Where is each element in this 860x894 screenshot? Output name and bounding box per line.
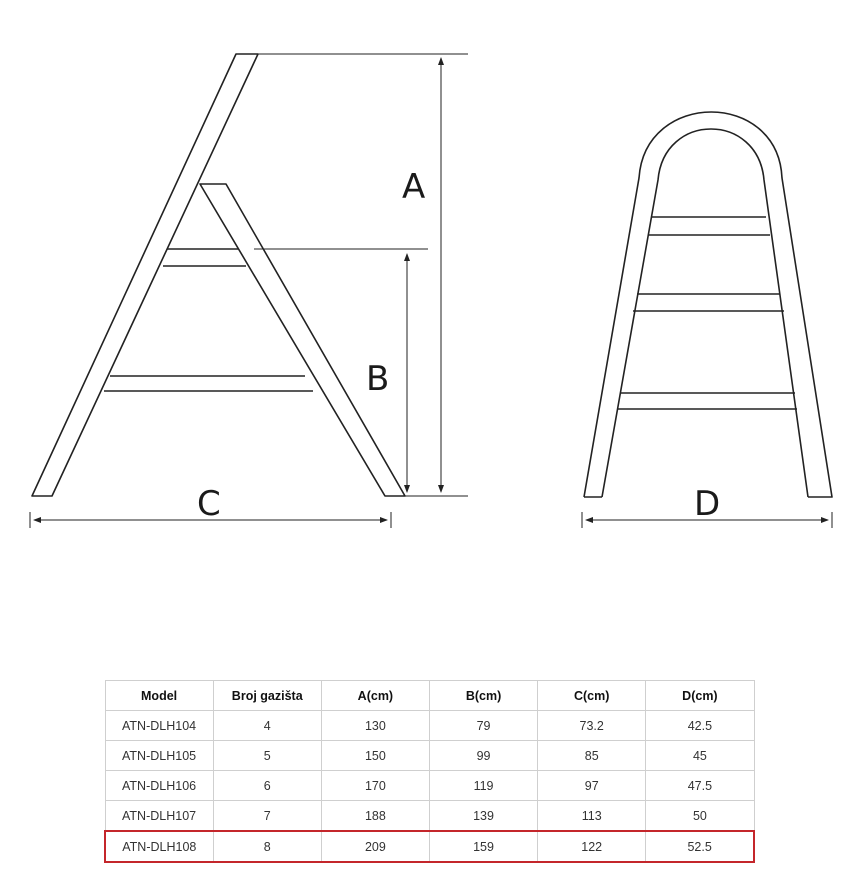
cell-d: 52.5: [646, 831, 754, 862]
cell-model: ATN-DLH104: [105, 711, 213, 741]
cell-steps: 6: [213, 771, 321, 801]
cell-steps: 8: [213, 831, 321, 862]
cell-c: 97: [538, 771, 646, 801]
header-step-count: Broj gazišta: [213, 681, 321, 711]
cell-d: 47.5: [646, 771, 754, 801]
front-frame-inner: [602, 129, 808, 497]
cell-steps: 5: [213, 741, 321, 771]
label-c: C: [197, 484, 221, 524]
cell-a: 130: [321, 711, 429, 741]
cell-steps: 7: [213, 801, 321, 832]
cell-b: 119: [429, 771, 537, 801]
cell-d: 50: [646, 801, 754, 832]
table-row: [105, 711, 754, 741]
cell-b: 79: [429, 711, 537, 741]
cell-model: ATN-DLH106: [105, 771, 213, 801]
front-step-1: [648, 217, 770, 235]
cell-d: 45: [646, 741, 754, 771]
front-view-ladder: [584, 112, 832, 497]
cell-steps: 4: [213, 711, 321, 741]
cell-a: 188: [321, 801, 429, 832]
header-d: D(cm): [646, 681, 754, 711]
header-c: C(cm): [538, 681, 646, 711]
cell-c: 122: [538, 831, 646, 862]
cell-a: 170: [321, 771, 429, 801]
table-row: [105, 741, 754, 771]
rear-leg: [200, 184, 405, 496]
table-header-row: [105, 681, 754, 711]
cell-c: 85: [538, 741, 646, 771]
front-frame-outer: [584, 112, 832, 497]
header-model: Model: [105, 681, 213, 711]
cell-a: 209: [321, 831, 429, 862]
cell-c: 113: [538, 801, 646, 832]
table-row: [105, 801, 754, 832]
side-step-upper: [163, 249, 246, 266]
front-leg: [32, 54, 258, 496]
side-dimension-lines: [30, 54, 468, 528]
side-step-lower: [104, 376, 313, 391]
cell-b: 139: [429, 801, 537, 832]
label-a: A: [402, 167, 426, 207]
cell-model: ATN-DLH108: [105, 831, 213, 862]
front-step-2: [633, 294, 784, 311]
cell-d: 42.5: [646, 711, 754, 741]
cell-b: 99: [429, 741, 537, 771]
cell-model: ATN-DLH105: [105, 741, 213, 771]
label-b: B: [366, 359, 390, 399]
table-row-highlighted: [105, 831, 754, 862]
cell-b: 159: [429, 831, 537, 862]
cell-a: 150: [321, 741, 429, 771]
table-row: [105, 771, 754, 801]
cell-c: 73.2: [538, 711, 646, 741]
header-a: A(cm): [321, 681, 429, 711]
specification-table: [104, 680, 755, 863]
label-d: D: [694, 484, 721, 524]
side-view-ladder: [32, 54, 405, 496]
front-step-3: [617, 393, 797, 409]
header-b: B(cm): [429, 681, 537, 711]
cell-model: ATN-DLH107: [105, 801, 213, 832]
